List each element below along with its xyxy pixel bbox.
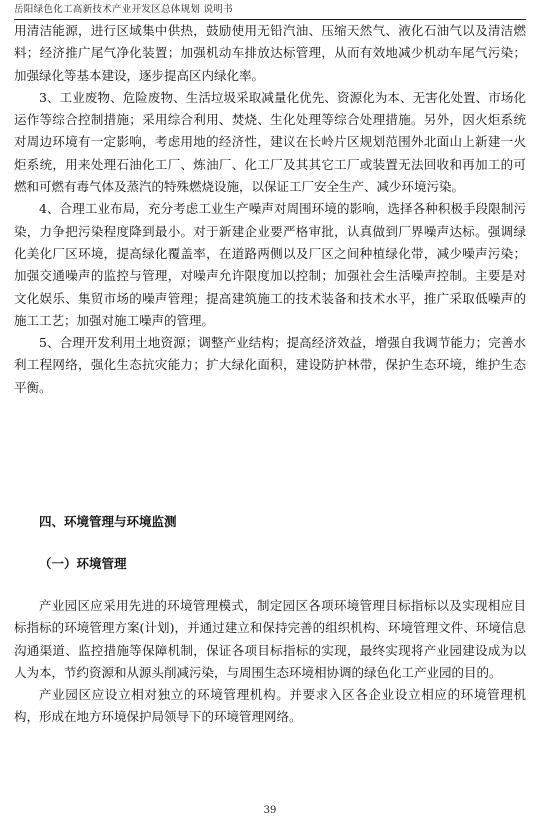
paragraph-noise-control: 4、合理工业布局，充分考虑工业生产噪声对周围环境的影响，选择各种积极手段限制污染，力争把污染程度降到最小。对于新建企业要严格审批，认真做到厂界噪声达标。强调绿化美化厂区环境，提高绿化覆盖率，在道路两侧以及厂区之间种植绿化带，减少噪声污染；加强交通噪声的监控与管理，对噪声允许限度加以控制；加强社会生活噪声控制。主要是对文化娱乐、集贸市场的噪声管理；提高建筑施工的技术装备和技术水平，推广采取低噪声的施工工艺；加强对施工噪声的管理。	[14, 201, 526, 328]
header-title: 岳阳绿色化工高新技术产业开发区总体规划 说明书	[14, 4, 233, 15]
section-heading: 四、环境管理与环境监测	[39, 514, 177, 529]
lower-body	[14, 595, 526, 729]
paragraph-air-pollution-cont: 用清洁能源，进行区域集中供热，鼓励使用无铅汽油、压缩天然气、液化石油气以及清洁燃料；经济推广尾气净化装置；加强机动车排放达标管理，从而有效地减少机动车尾气污染；加强绿化等基本建设，逐步提高区内绿化率。	[14, 23, 526, 83]
subsection-heading: （一）环境管理	[39, 556, 127, 571]
paragraph-management-mode: 产业园区应采用先进的环境管理模式，制定园区各项环境管理目标指标以及实现相应目标指标的环境管理方案(计划)，并通过建立和保持完善的组织机构、环境管理文件、环境信息沟通渠道、监控措施等保障机制，保证各项目标指标的实现，最终实现将产业园建设成为以人为本，节约资源和从源头削减污染，与周围生态环境相协调的绿色化工产业园的目的。	[14, 598, 526, 680]
paragraph-land-use: 5、合理开发利用土地资源；调整产业结构；提高经济效益，增强自我调节能力；完善水利工程网络，强化生态抗灾能力；扩大绿化面积，建设防护林带，保护生态环境，维护生态平衡。	[14, 335, 526, 395]
paragraph-management-agency: 产业园区应设立相对独立的环境管理机构。并要求入区各企业设立相应的环境管理机构，形成在地方环境保护局领导下的环境管理网络。	[14, 687, 526, 725]
page-header	[14, 2, 526, 20]
upper-body	[14, 20, 526, 399]
page-number: 39	[263, 805, 277, 816]
paragraph-solid-waste: 3、工业废物、危险废物、生活垃圾采取减量化优先、资源化为本、无害化处置、市场化运作等综合控制措施；采用综合利用、焚烧、生化处理等综合处理措施。另外，因火炬系统对周边环境有一定影响，考虑用地的经济性，建议在长岭片区规划范围外北面山上新建一火炬系统，用来处理石油化工厂、炼油厂、化工厂及其其它工厂或装置无法回收和再加工的可燃和可燃有毒气体及蒸汽的特殊燃烧设施，以保证工厂安全生产、减少环境污染。	[14, 89, 526, 195]
